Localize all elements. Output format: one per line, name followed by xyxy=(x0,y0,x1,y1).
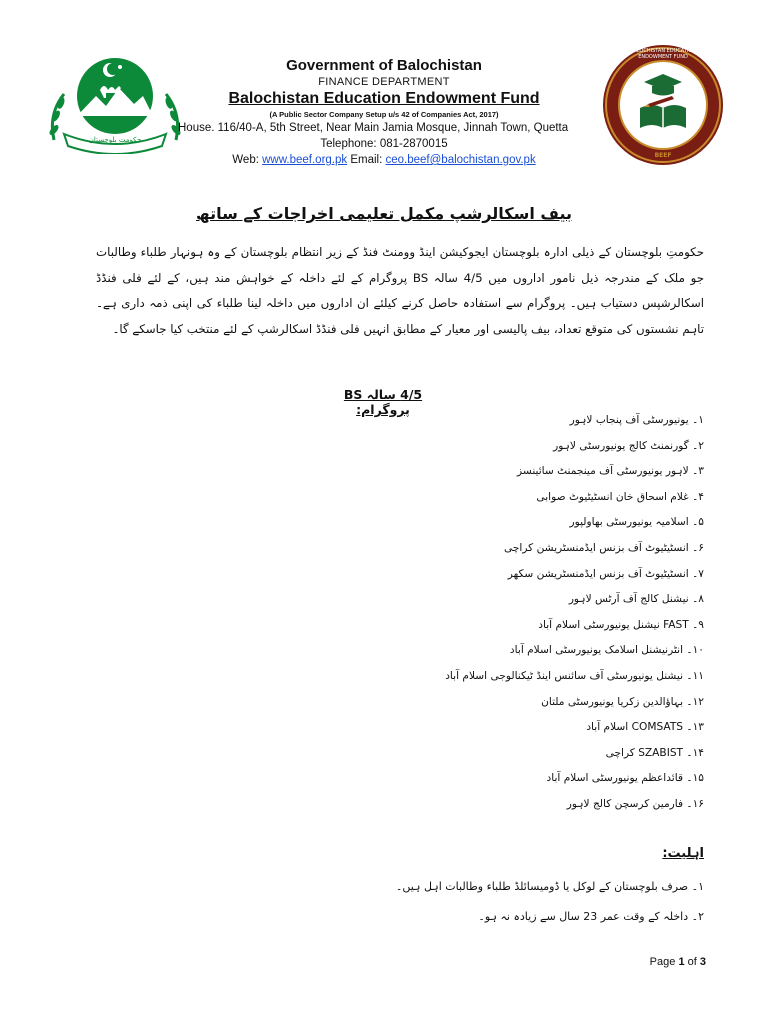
page-number xyxy=(590,956,706,968)
page-total: 3 xyxy=(699,956,706,968)
address: House. 116/40-A, 5th Street, Near Main Jamia Mosque, Jinnah Town, Quetta xyxy=(178,122,569,134)
list-item: ۵۔ اسلامیہ یونیورسٹی بھاولپور xyxy=(569,516,704,529)
website-link[interactable]: www.beef.org.pk xyxy=(262,154,348,166)
program-heading: 4/5 سالہ BS پروگرام: xyxy=(343,387,423,417)
list-item: ۱۱۔ نیشنل یونیورسٹی آف سائنس اینڈ ٹیکنالوجی اسلام آباد xyxy=(445,669,704,682)
telephone: Telephone: 081-2870015 xyxy=(320,138,448,150)
list-item: ۱۰۔ انٹرنیشنل اسلامک یونیورسٹی اسلام آباد xyxy=(509,644,704,657)
list-item: ۹۔ FAST نیشنل یونیورسٹی اسلام آباد xyxy=(538,618,704,631)
emblem-banner-text: حکومت بلوچستان xyxy=(88,136,142,144)
list-item: ۱۔ یونیورسٹی آف پنجاب لاہور xyxy=(569,414,704,426)
list-item: ۲۔ گورنمنٹ کالج یونیورسٹی لاہور xyxy=(553,439,704,452)
department-name: FINANCE DEPARTMENT xyxy=(318,76,450,88)
fund-name: Balochistan Education Endowment Fund xyxy=(228,90,540,107)
email-label: Email: xyxy=(350,154,383,166)
web-label: Web: xyxy=(232,154,259,166)
government-title: Government of Balochistan xyxy=(286,57,482,74)
letterhead xyxy=(170,56,598,168)
list-item: ۲۔ داخلہ کے وقت عمر 23 سال سے زیادہ نہ ہو۔ xyxy=(478,910,704,923)
list-item: ۱۵۔ قائداعظم یونیورسٹی اسلام آباد xyxy=(546,772,704,785)
page-of-label: of xyxy=(687,956,697,968)
program-list xyxy=(420,408,704,818)
list-item: ۱۔ صرف بلوچستان کے لوکل یا ڈومیسائلڈ طلباء وطالبات اہل ہیں۔ xyxy=(395,880,704,893)
list-item: ۴۔ غلام اسحاق خان انسٹیٹیوٹ صوابی xyxy=(536,490,704,503)
intro-paragraph: حکومتِ بلوچستان کے ذیلی ادارہ بلوچستان ایجوکیشن اینڈ وومنٹ فنڈ کے زیر انتظام بلوچستان کے وہ ہونہار طلباء وطالبات جو ملک کے مندرجہ ذیل نامور اداروں میں 4/5 سالہ BS پروگرام کے لئے داخلہ کے خواہش مند ہیں، کے لئے فلی فنڈڈ اسکالرشپس دستیاب ہیں۔ پروگرام سے استفادہ حاصل کرنے کیلئے ان اداروں میں داخلہ لینا طلباء کی اپنی ذمہ داری ہے۔ تاہم نشستوں کی متوقع تعداد، بیف پالیسی اور معیار کے مطابق انہیں فلی فنڈڈ اسکالرشپ کے لئے منتخب کیا جاسکے گا۔ xyxy=(96,245,704,336)
page-current: 1 xyxy=(678,956,685,968)
list-item: ۷۔ انسٹیٹیوٹ آف بزنس ایڈمنسٹریشن سکھر xyxy=(507,567,704,580)
list-item: ۱۲۔ بہاؤالدین زکریا یونیورسٹی ملتان xyxy=(541,695,704,708)
page-label: Page xyxy=(649,956,676,968)
eligibility-heading: اہلیت: xyxy=(662,846,704,861)
list-item: ۱۶۔ فارمین کرسچن کالج لاہور xyxy=(566,797,704,810)
list-item: ۱۴۔ SZABIST کراچی xyxy=(605,746,704,759)
government-of-balochistan-logo xyxy=(44,54,186,154)
beef-emblem-icon xyxy=(602,44,724,166)
beef-ring-text: BALOCHISTAN EDUCATION ENDOWMENT FUND xyxy=(629,48,697,60)
list-item: ۶۔ انسٹیٹیوٹ آف بزنس ایڈمنسٹریشن کراچی xyxy=(504,541,704,554)
company-note: (A Public Sector Company Setup u/s 42 of Companies Act, 2017) xyxy=(269,110,499,119)
document-title: بیف اسکالرشپ مکمل تعلیمی اخراجات کے ساتھ xyxy=(196,204,572,223)
list-item: ۱۳۔ COMSATS اسلام آباد xyxy=(586,721,704,734)
web-email-line xyxy=(170,152,598,168)
list-item: ۸۔ نیشنل کالج آف آرٹس لاہور xyxy=(568,593,704,606)
beef-short-name: BEEF xyxy=(654,152,672,159)
list-item: ۳۔ لاہور یونیورسٹی آف مینجمنٹ سائینسز xyxy=(517,465,704,478)
beef-logo xyxy=(602,44,724,166)
eligibility-list xyxy=(380,872,704,932)
email-link[interactable]: ceo.beef@balochistan.gov.pk xyxy=(385,154,536,166)
